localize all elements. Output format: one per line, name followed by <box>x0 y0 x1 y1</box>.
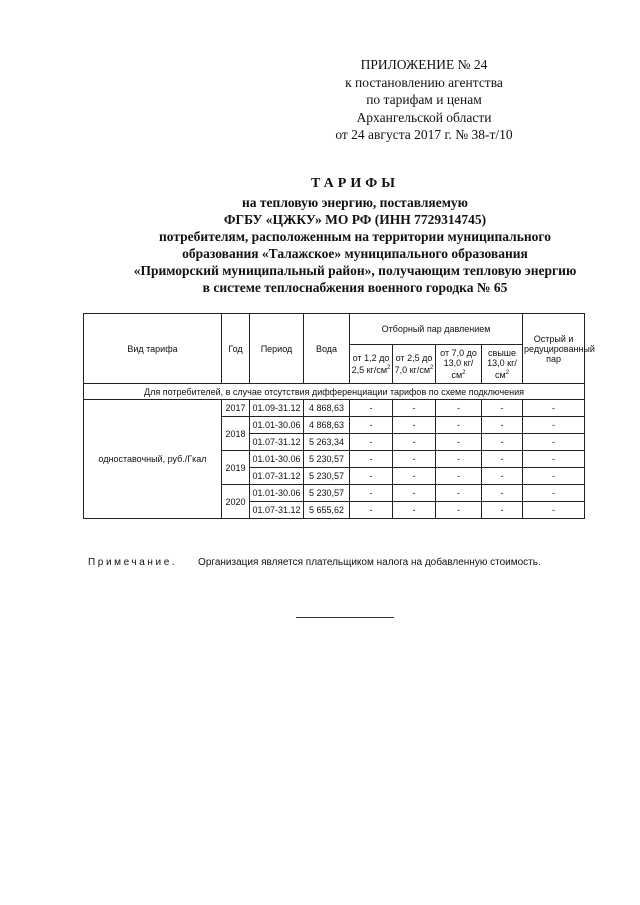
note <box>88 557 541 568</box>
dash-cell: - <box>436 451 482 468</box>
table-row <box>84 400 585 417</box>
dash-cell: - <box>393 502 436 519</box>
title-line: потребителям, расположенным на территории муниципального <box>159 229 551 244</box>
dash-cell: - <box>350 417 393 434</box>
dash-cell: - <box>393 434 436 451</box>
tariff-table <box>83 313 595 519</box>
divider-line <box>296 617 394 618</box>
header-pressure-3: от 7,0 до 13,0 $кг/см^2$ <box>436 345 482 384</box>
dash-cell: - <box>482 485 523 502</box>
dash-cell: - <box>523 468 585 485</box>
header-period: Период <box>250 314 304 384</box>
dash-cell: - <box>393 468 436 485</box>
period-cell: 01.01-30.06 <box>250 485 304 502</box>
year-cell: 2019 <box>222 451 250 485</box>
water-cell: 4 868,63 <box>304 400 350 417</box>
title-line: образования «Талажское» муниципального образования <box>182 246 528 261</box>
dash-cell: - <box>523 417 585 434</box>
dash-cell: - <box>436 434 482 451</box>
dash-cell: - <box>350 468 393 485</box>
dash-cell: - <box>436 400 482 417</box>
year-cell: 2017 <box>222 400 250 417</box>
appendix-line: от 24 августа 2017 г. № 38-т/10 <box>335 127 513 142</box>
period-cell: 01.01-30.06 <box>250 451 304 468</box>
dash-cell: - <box>523 502 585 519</box>
appendix-line: Архангельской области <box>356 109 492 125</box>
title-main: ТАРИФЫ <box>311 176 399 191</box>
document-title <box>70 175 640 296</box>
appendix-title: ПРИЛОЖЕНИЕ № 24 <box>360 57 488 72</box>
period-cell: 01.07-31.12 <box>250 468 304 485</box>
note-text: Организация является плательщиком налога на добавленную стоимость. <box>198 557 541 568</box>
water-cell: 5 230,57 <box>304 485 350 502</box>
dash-cell: - <box>436 417 482 434</box>
header-pressure-4: свыше 13,0 $кг/см^2$ <box>482 345 523 384</box>
period-cell: 01.09-31.12 <box>250 400 304 417</box>
dash-cell: - <box>350 451 393 468</box>
dash-cell: - <box>482 502 523 519</box>
year-cell: 2020 <box>222 485 250 519</box>
dash-cell: - <box>393 451 436 468</box>
dash-cell: - <box>482 468 523 485</box>
section-label: Для потребителей, в случае отсутствия дифференциации тарифов по схеме подключения <box>84 384 585 400</box>
dash-cell: - <box>482 451 523 468</box>
appendix-line: по тарифам и ценам <box>366 92 482 107</box>
water-cell: 5 230,57 <box>304 451 350 468</box>
dash-cell: - <box>393 417 436 434</box>
water-cell: 5 263,34 <box>304 434 350 451</box>
appendix-line: к постановлению агентства <box>345 74 503 90</box>
dash-cell: - <box>393 400 436 417</box>
note-label: Примечание. <box>88 557 178 568</box>
dash-cell: - <box>436 468 482 485</box>
dash-cell: - <box>523 451 585 468</box>
header-tariff-type: Вид тарифа <box>84 314 222 384</box>
dash-cell: - <box>523 434 585 451</box>
header-year: Год <box>222 314 250 384</box>
dash-cell: - <box>482 417 523 434</box>
header-pressure-2: от 2,5 до 7,0 $кг/см^2$ <box>393 345 436 384</box>
period-cell: 01.01-30.06 <box>250 417 304 434</box>
period-cell: 01.07-31.12 <box>250 502 304 519</box>
dash-cell: - <box>350 400 393 417</box>
dash-cell: - <box>482 400 523 417</box>
tariff-type-cell: одноставочный, руб./Гкал <box>84 400 222 519</box>
title-line: ФГБУ «ЦЖКУ» МО РФ (ИНН 7729314745) <box>223 212 487 227</box>
water-cell: 5 230,57 <box>304 468 350 485</box>
header-pressure-1: от 1,2 до 2,5 $кг/см^2$ <box>350 345 393 384</box>
dash-cell: - <box>436 485 482 502</box>
dash-cell: - <box>350 485 393 502</box>
dash-cell: - <box>393 485 436 502</box>
dash-cell: - <box>523 400 585 417</box>
dash-cell: - <box>350 502 393 519</box>
water-cell: 5 655,62 <box>304 502 350 519</box>
year-cell: 2018 <box>222 417 250 451</box>
dash-cell: - <box>482 434 523 451</box>
header-sharp-steam: Острый и редуцированный пар <box>523 314 585 384</box>
title-line: «Приморский муниципальный район», получающим тепловую энергию <box>133 263 577 278</box>
title-line: на тепловую энергию, поставляемую <box>242 195 468 210</box>
header-steam-group: Отборный пар давлением <box>350 314 523 345</box>
title-line: в системе теплоснабжения военного городка № 65 <box>202 280 508 295</box>
appendix-block <box>294 56 554 144</box>
header-water: Вода <box>304 314 350 384</box>
water-cell: 4 868,63 <box>304 417 350 434</box>
dash-cell: - <box>436 502 482 519</box>
dash-cell: - <box>523 485 585 502</box>
period-cell: 01.07-31.12 <box>250 434 304 451</box>
dash-cell: - <box>350 434 393 451</box>
